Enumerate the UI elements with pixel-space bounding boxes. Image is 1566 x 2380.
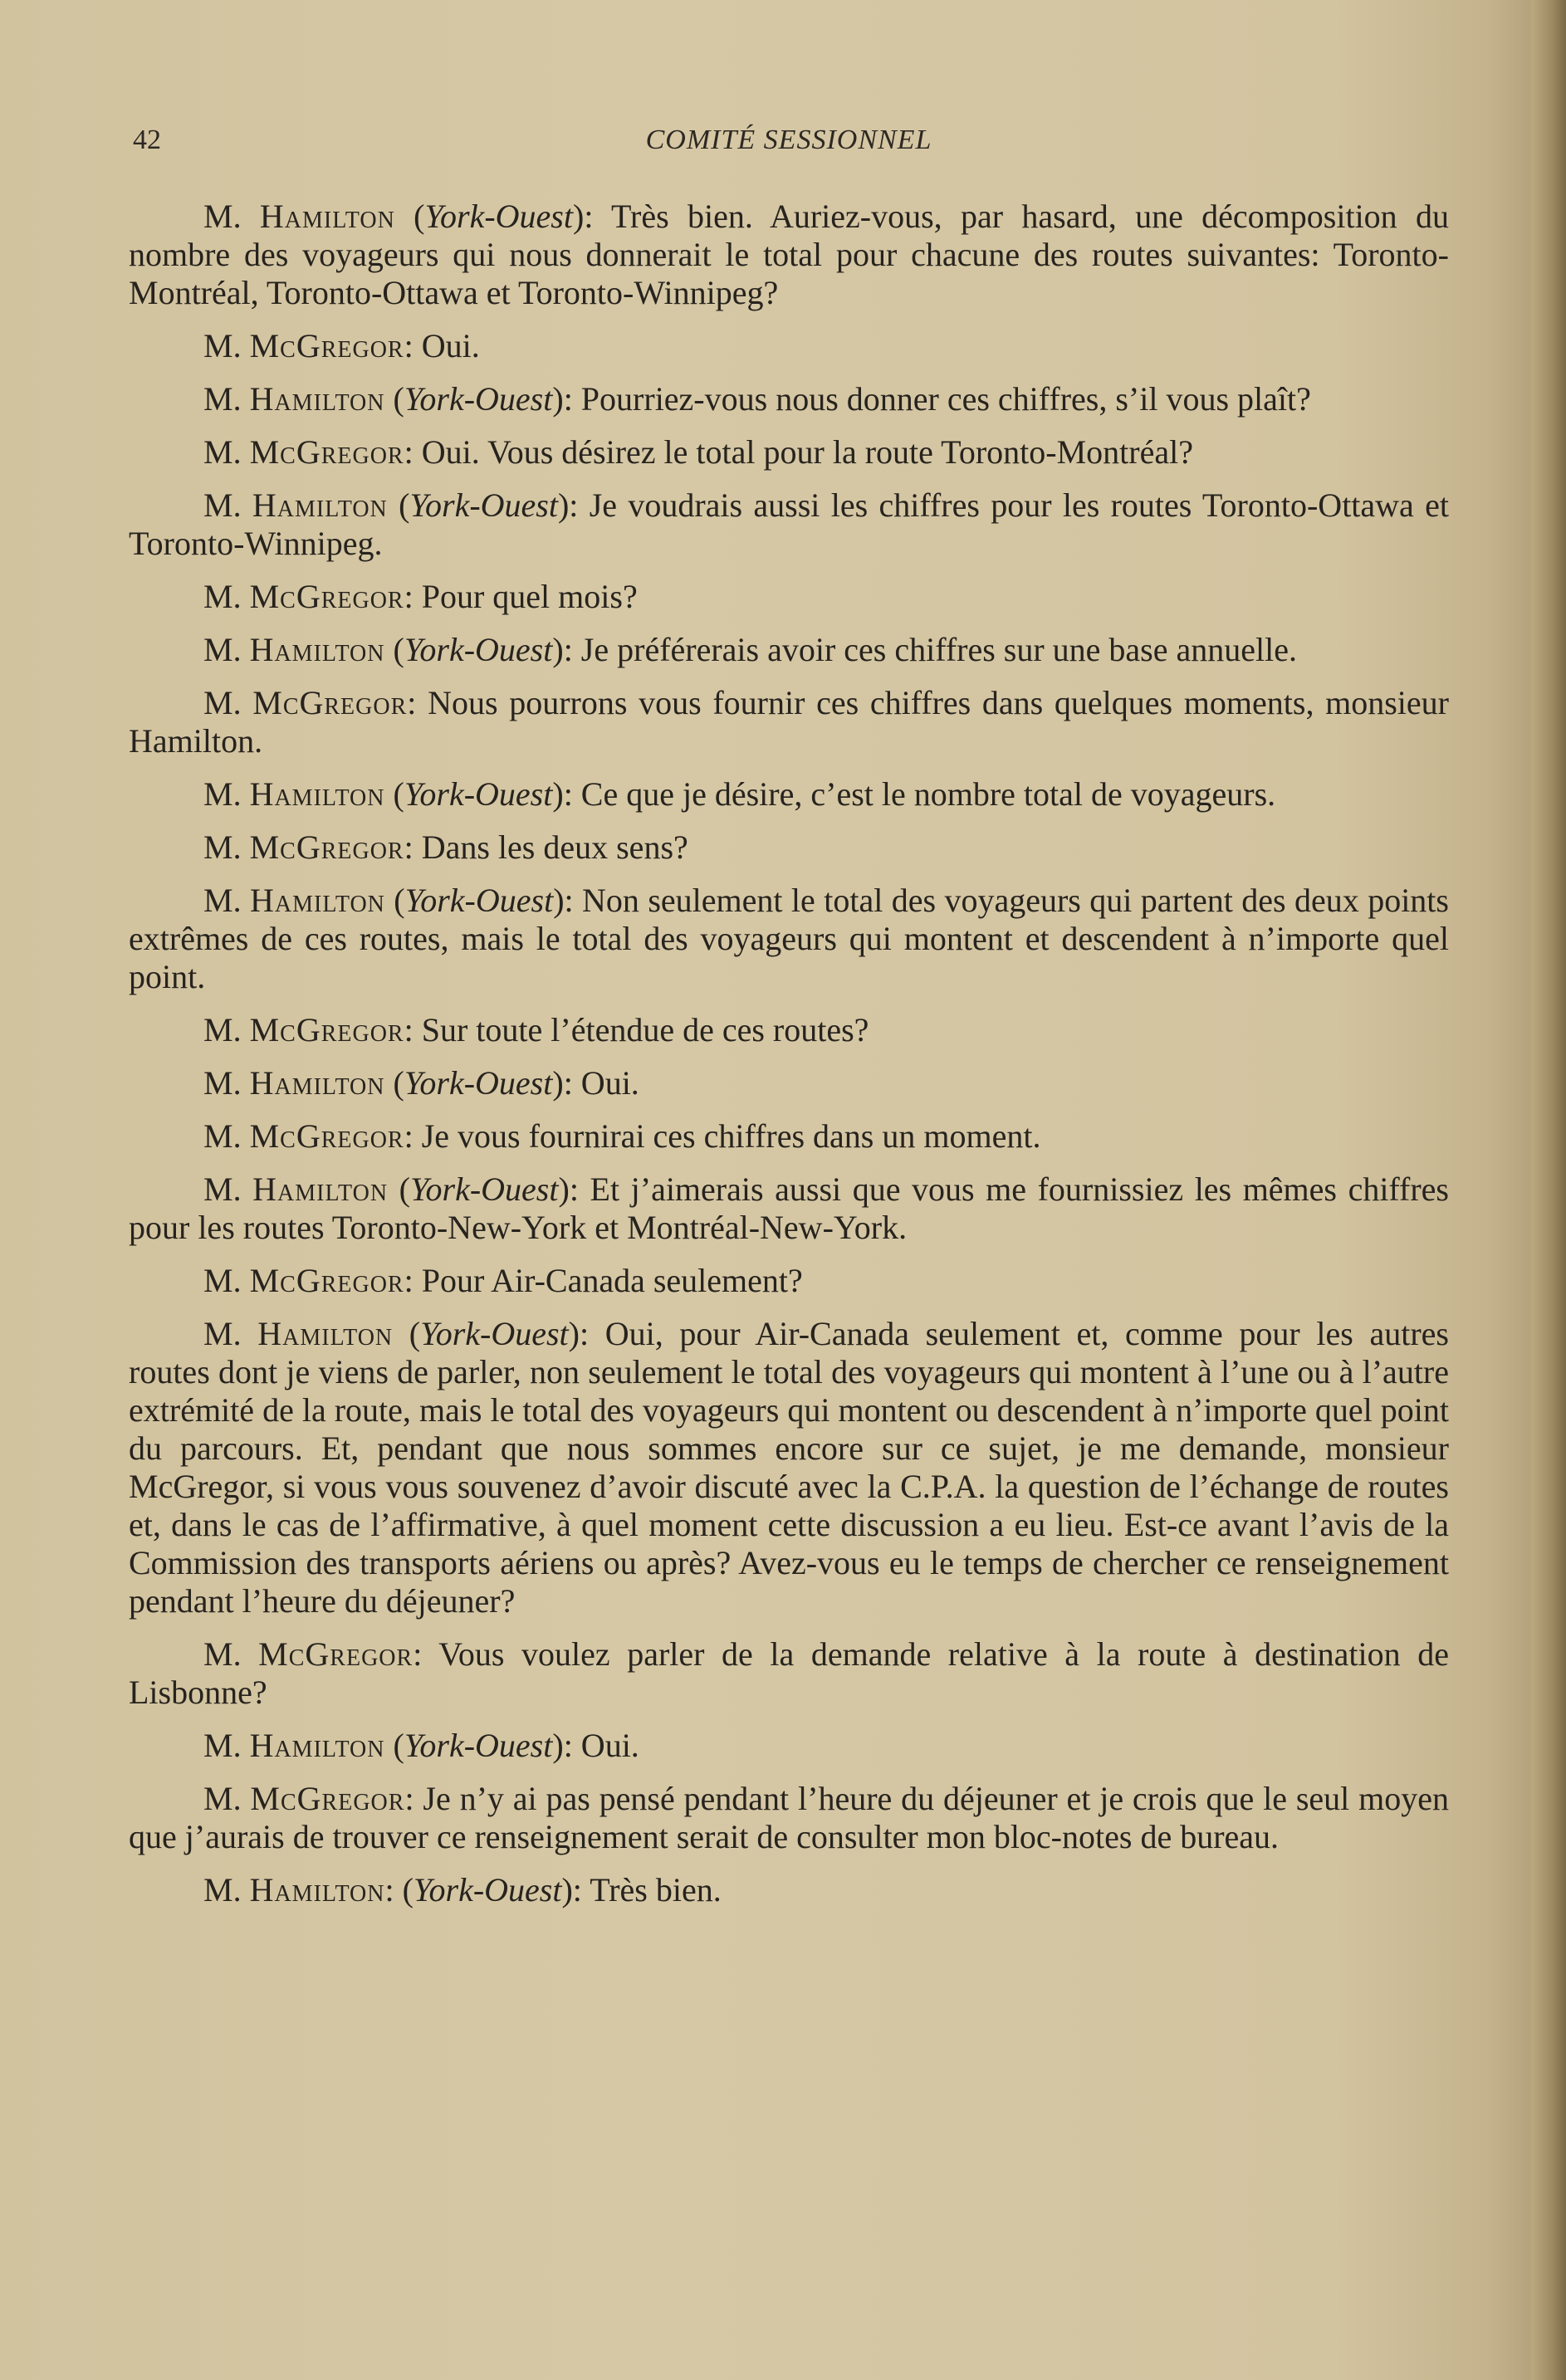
speaker-riding: York-Ouest xyxy=(404,380,553,418)
speaker-prefix: M. xyxy=(203,1064,250,1102)
riding-close-paren: ) xyxy=(572,198,585,235)
speaker-prefix: M. xyxy=(203,828,250,866)
paragraph-text: : Très bien. xyxy=(572,1871,722,1908)
transcript-paragraph xyxy=(129,828,1449,867)
paragraph-text: : Je vous fournirai ces chiffres dans un moment. xyxy=(404,1117,1041,1155)
speaker-prefix: M. xyxy=(203,1315,258,1352)
speaker-name: McGregor xyxy=(249,1011,404,1048)
transcript-paragraph xyxy=(129,1170,1449,1247)
paragraph-text: : Non seulement le total des voyageurs qui partent des deux points extrêmes de ces routes, mais le total des voyageurs qui montent et descendent à n’importe quel point. xyxy=(129,882,1449,995)
riding-open-paren: ( xyxy=(387,486,410,524)
speaker-prefix: M. xyxy=(203,380,250,418)
transcript-paragraph xyxy=(129,1011,1449,1049)
speaker-prefix: M. xyxy=(203,1262,250,1299)
speaker-name: McGregor xyxy=(249,828,404,866)
paragraph-text: : Je voudrais aussi les chiffres pour les routes Toronto-Ottawa et Toronto-Winnipeg. xyxy=(129,486,1449,562)
riding-open-paren: ( xyxy=(384,882,405,919)
speaker-name: McGregor xyxy=(250,1780,405,1817)
speaker-name: Hamilton xyxy=(249,1727,385,1764)
speaker-riding: York-Ouest xyxy=(413,1871,562,1908)
transcript-paragraph xyxy=(129,1871,1449,1909)
speaker-name: McGregor xyxy=(249,578,404,615)
riding-close-paren: ) xyxy=(552,631,564,668)
riding-close-paren: ) xyxy=(557,486,570,524)
page-number: 42 xyxy=(133,125,161,155)
transcript-paragraph xyxy=(129,1117,1449,1156)
paragraph-text: : Je préférerais avoir ces chiffres sur une base annuelle. xyxy=(563,631,1297,668)
speaker-riding: York-Ouest xyxy=(404,775,553,813)
speaker-name: Hamilton xyxy=(252,486,388,524)
riding-open-paren: ( xyxy=(384,1727,404,1764)
riding-open-paren: ( xyxy=(384,631,404,668)
riding-open-paren: ( xyxy=(384,380,404,418)
speaker-prefix: M. xyxy=(203,882,250,919)
paragraph-text: : Dans les deux sens? xyxy=(404,828,688,866)
paragraph-text: : Pour quel mois? xyxy=(404,578,638,615)
paragraph-text: : Pourriez-vous nous donner ces chiffres, s’il vous plaît? xyxy=(563,380,1311,418)
speaker-name: McGregor xyxy=(249,327,404,364)
speaker-name: Hamilton xyxy=(249,631,385,668)
speaker-prefix: M. xyxy=(203,1635,259,1673)
riding-open-paren: ( xyxy=(384,775,404,813)
running-title: COMITÉ SESSIONNEL xyxy=(645,125,932,155)
speaker-name: McGregor xyxy=(249,1117,404,1155)
transcript-paragraph xyxy=(129,775,1449,814)
transcript-paragraph xyxy=(129,380,1449,418)
transcript-paragraph xyxy=(129,1635,1449,1712)
transcript-paragraph xyxy=(129,1315,1449,1620)
paragraph-text: : Pour Air-Canada seulement? xyxy=(404,1262,803,1299)
speaker-riding: York-Ouest xyxy=(404,882,554,919)
riding-close-paren: ) xyxy=(553,882,565,919)
paragraph-text: : Ce que je désire, c’est le nombre total de voyageurs. xyxy=(563,775,1276,813)
transcript-paragraph xyxy=(129,1064,1449,1102)
speaker-prefix: M. xyxy=(203,198,260,235)
speaker-prefix: M. xyxy=(203,578,250,615)
speaker-name: Hamilton xyxy=(249,882,385,919)
speaker-riding: York-Ouest xyxy=(404,1064,553,1102)
speaker-name: McGregor xyxy=(258,1635,414,1673)
paragraph-text: : Et j’aimerais aussi que vous me fournissiez les mêmes chiffres pour les routes Toronto-New-York et Montréal-New-York. xyxy=(129,1170,1449,1246)
transcript-paragraph xyxy=(129,1262,1449,1300)
transcript-paragraph xyxy=(129,578,1449,616)
riding-close-paren: ) xyxy=(558,1170,570,1208)
speaker-prefix: M. xyxy=(203,1011,250,1048)
riding-open-paren: : ( xyxy=(384,1871,414,1908)
transcript-body xyxy=(129,198,1449,1924)
riding-close-paren: ) xyxy=(561,1871,573,1908)
paragraph-text: : Oui. xyxy=(404,327,480,364)
speaker-name: Hamilton xyxy=(249,775,385,813)
transcript-paragraph xyxy=(129,198,1449,312)
transcript-paragraph xyxy=(129,486,1449,563)
speaker-prefix: M. xyxy=(203,433,250,471)
riding-open-paren: ( xyxy=(394,198,425,235)
speaker-riding: York-Ouest xyxy=(404,631,553,668)
riding-open-paren: ( xyxy=(393,1315,421,1352)
paragraph-text: : Oui. Vous désirez le total pour la route Toronto-Montréal? xyxy=(404,433,1193,471)
speaker-prefix: M. xyxy=(203,684,253,721)
speaker-prefix: M. xyxy=(203,631,250,668)
riding-close-paren: ) xyxy=(552,1064,564,1102)
transcript-paragraph xyxy=(129,684,1449,760)
speaker-name: Hamilton xyxy=(252,1170,389,1208)
transcript-paragraph xyxy=(129,327,1449,365)
speaker-riding: York-Ouest xyxy=(409,486,558,524)
speaker-name: McGregor xyxy=(249,433,404,471)
speaker-name: Hamilton xyxy=(249,1871,385,1908)
paragraph-text: : Nous pourrons vous fournir ces chiffres dans quelques moments, monsieur Hamilton. xyxy=(129,684,1449,760)
speaker-name: Hamilton xyxy=(257,1315,394,1352)
transcript-paragraph xyxy=(129,1727,1449,1765)
speaker-riding: York-Ouest xyxy=(420,1315,569,1352)
paragraph-text: : Vous voulez parler de la demande relative à la route à destination de Lisbonne? xyxy=(129,1635,1449,1711)
speaker-name: Hamilton xyxy=(259,198,395,235)
speaker-name: McGregor xyxy=(252,684,408,721)
speaker-riding: York-Ouest xyxy=(424,198,573,235)
speaker-riding: York-Ouest xyxy=(404,1727,553,1764)
transcript-paragraph xyxy=(129,433,1449,472)
paragraph-text: : Oui, pour Air-Canada seulement et, comme pour les autres routes dont je viens de parler, non seulement le total des voyageurs qui montent à l’une ou à l’autre extrémité de la route, mais le total des voyageurs qui montent ou descendent à n’importe quel point du parcours. Et, pendant que nous sommes encore sur ce sujet, je me demande, monsieur McGregor, si vous vous souvenez d’avoir discuté avec la C.P.A. la question de l’échange de routes et, dans le cas de l’affirmative, à quel moment cette discussion a eu lieu. Est-ce avant l’avis de la Commission des transports aériens ou après? Avez-vous eu le temps de chercher ce renseignement pendant l’heure du déjeuner? xyxy=(129,1315,1449,1620)
paragraph-text: : Oui. xyxy=(563,1727,639,1764)
paragraph-text: : Oui. xyxy=(563,1064,639,1102)
riding-close-paren: ) xyxy=(552,1727,564,1764)
riding-open-paren: ( xyxy=(388,1170,410,1208)
page-header xyxy=(133,125,1445,166)
transcript-paragraph xyxy=(129,1780,1449,1856)
riding-close-paren: ) xyxy=(552,775,564,813)
speaker-prefix: M. xyxy=(203,775,250,813)
page-edge-shadow xyxy=(1531,0,1566,2380)
riding-close-paren: ) xyxy=(568,1315,580,1352)
speaker-prefix: M. xyxy=(203,1117,250,1155)
riding-close-paren: ) xyxy=(552,380,564,418)
speaker-riding: York-Ouest xyxy=(409,1170,559,1208)
speaker-prefix: M. xyxy=(203,1727,250,1764)
paragraph-text: : Je n’y ai pas pensé pendant l’heure du déjeuner et je crois que le seul moyen que j’aurais de trouver ce renseignement serait de consulter mon bloc-notes de bureau. xyxy=(129,1780,1449,1855)
speaker-prefix: M. xyxy=(203,486,252,524)
speaker-prefix: M. xyxy=(203,1871,250,1908)
speaker-name: McGregor xyxy=(249,1262,404,1299)
paragraph-text: : Très bien. Auriez-vous, par hasard, une décomposition du nombre des voyageurs qui nous donnerait le total pour chacune des routes suivantes: Toronto-Montréal, Toronto-Ottawa et Toronto-Winnipeg? xyxy=(129,198,1449,311)
speaker-name: Hamilton xyxy=(249,380,385,418)
riding-open-paren: ( xyxy=(384,1064,404,1102)
paragraph-text: : Sur toute l’étendue de ces routes? xyxy=(404,1011,869,1048)
speaker-prefix: M. xyxy=(203,1780,251,1817)
speaker-prefix: M. xyxy=(203,1170,253,1208)
transcript-paragraph xyxy=(129,882,1449,996)
transcript-paragraph xyxy=(129,631,1449,669)
speaker-name: Hamilton xyxy=(249,1064,385,1102)
speaker-prefix: M. xyxy=(203,327,250,364)
